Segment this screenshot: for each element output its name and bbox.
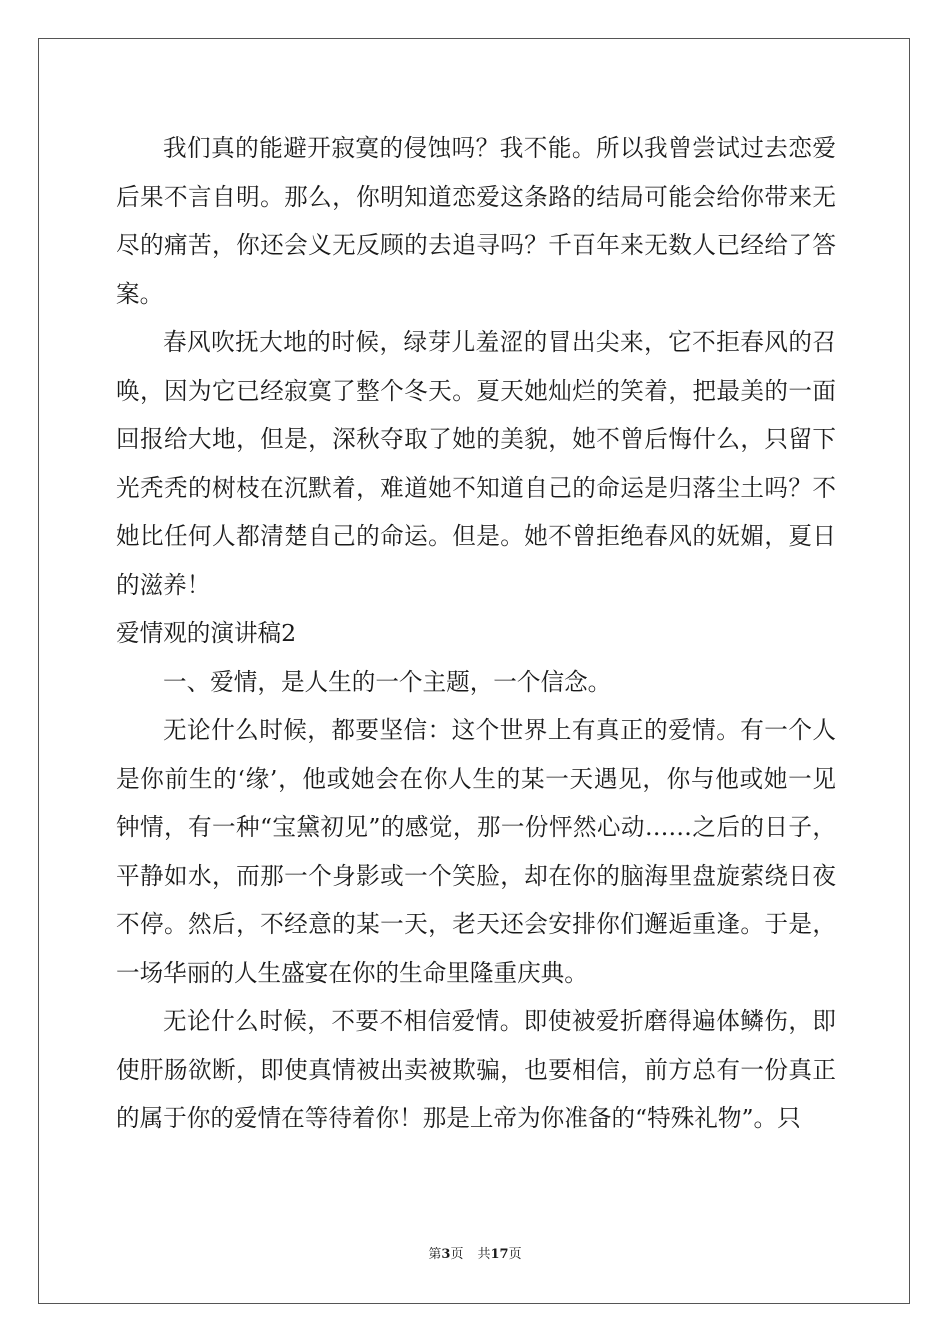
- page-suffix: 页: [450, 1247, 464, 1262]
- paragraph-4: 无论什么时候，都要坚信：这个世界上有真正的爱情。有一个人是你前生的‘缘’，他或她会在你人生的某一天遇见，你与他或她一见钟情，有一种“宝黛初见”的感觉，那一份怦然心动……之后的日子，平静如水，而那一个身影或一个笑脸，却在你的脑海里盘旋萦绕日夜不停。然后，不经意的某一天，老天还会安排你们邂逅重逢。于是，一场华丽的人生盛宴在你的生命里隆重庆典。: [116, 716, 836, 987]
- total-suffix: 页: [508, 1247, 522, 1262]
- total-prefix: 共: [477, 1247, 491, 1262]
- paragraph-5: 无论什么时候，不要不相信爱情。即使被爱折磨得遍体鳞伤，即使肝肠欲断，即使真情被出卖被欺骗，也要相信，前方总有一份真正的属于你的爱情在等待着你！那是上帝为你准备的“特殊礼物”。只: [116, 1007, 836, 1132]
- document-body: [116, 124, 836, 1143]
- total-page-count: 17: [490, 1247, 509, 1262]
- paragraph-3: 一、爱情，是人生的一个主题，一个信念。: [163, 667, 612, 696]
- section-heading: 爱情观的演讲稿2: [116, 619, 297, 647]
- page-prefix: 第: [428, 1247, 442, 1262]
- paragraph-2: 春风吹抚大地的时候，绿芽儿羞涩的冒出尖来，它不拒春风的召唤，因为它已经寂寞了整个冬天。夏天她灿烂的笑着，把最美的一面回报给大地，但是，深秋夺取了她的美貌，她不曾后悔什么，只留下光秃秃的树枝在沉默着，难道她不知道自己的命运是归落尘土吗？不她比任何人都清楚自己的命运。但是。她不曾拒绝春风的妩媚，夏日的滋养！: [116, 328, 836, 599]
- paragraph-1: 我们真的能避开寂寞的侵蚀吗？我不能。所以我曾尝试过去恋爱后果不言自明。那么，你明知道恋爱这条路的结局可能会给你带来无尽的痛苦，你还会义无反顾的去追寻吗？千百年来无数人已经给了答案。: [116, 134, 836, 308]
- page-footer: [0, 1243, 950, 1262]
- current-page-number: 3: [441, 1247, 451, 1262]
